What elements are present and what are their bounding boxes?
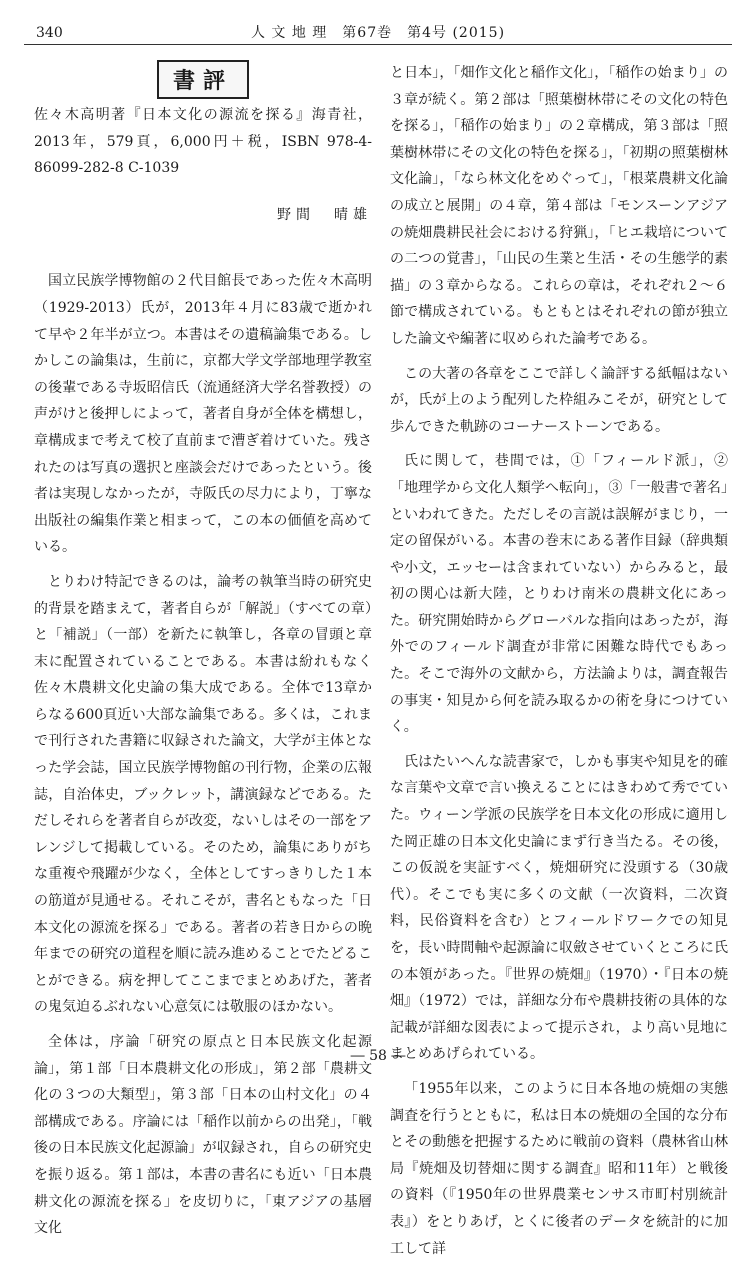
running-head <box>24 22 732 44</box>
section-heading <box>34 60 372 98</box>
paragraph: とりわけ特記できるのは，論考の執筆当時の研究史的背景を踏まえて，著者自らが「解説」（すべての章）と「補説」（一部）を新たに執筆し，各章の冒頭と章末に配置されていることである。本書は紛れもなく佐々木農耕文化史論の集大成である。全体で13章からなる600頁近い大部な論集である。多くは，これまで刊行された書籍に収録された論文，大学が主体となった学会誌，国立民族学博物館の刊行物，企業の広報誌，自治体史，ブックレット，講演録などである。ただしそれらを著者自らが改変，ないしはその一部をアレンジして掲載している。そのため，論集にありがちな重複や飛躍が少なく，全体としてすっきりした１本の筋道が見通せる。それこそが，書名ともなった「日本文化の源流を探る」である。著者の若き日からの晩年までの研究の道程を順に読み進めることでたどることができる。病を押してここまでまとめあげた，著者の鬼気迫るぶれない心意気には敬服のほかない。 <box>34 573 372 1016</box>
paragraph: この大著の各章をここで詳しく論評する紙幅はないが，氏が上のよう配列した枠組みこそが，研究として歩んできた軌跡のコーナーストーンである。 <box>390 365 728 435</box>
left-column <box>34 60 372 1242</box>
paragraph: 国立民族学博物館の２代目館長であった佐々木高明（1929-2013）氏が，2013年４月に83歳で逝かれて早や２年半が立つ。本書はその遺稿論集である。しかしこの論集は，生前に，京都大学文学部地理学教室の後輩である寺坂昭信氏（流通経済大学名誉教授）の声がけと後押しによって，著者自身が全体を構想し，章構成まで考えて校了直前まで漕ぎ着けていた。残されたのは写真の選択と座談会だけであったという。後者は実現しなかったが，寺阪氏の尽力により，丁寧な出版社の編集作業と相まって，この本の価値を高めている。 <box>34 273 372 556</box>
paragraph: 氏に関して，巷間では，①「フィールド派」，②「地理学から文化人類学へ転向」，③「一般書で著名」といわれてきた。ただしその言説は誤解がまじり，一定の留保がいる。本書の巻末にある著作目録（辞典類や小文，エッセーは含まれていない）からみると，最初の関心は新大陸，とりわけ南米の農耕文化にあった。研究開始時からグローバルな指向はあったが，海外でのフィールド調査が非常に困難な時代でもあった。そこで海外の文献から，方法論よりは，調査報告の事実・知見から何を読み取るかの術を身につけていく。 <box>390 453 728 736</box>
paragraph: 「1955年以来，このように日本各地の焼畑の実態調査を行うとともに，私は日本の焼畑の全国的な分布とその動態を把握するために戦前の資料（農林省山林局『焼畑及切替畑に関する調査』昭和11年）と戦後の資料（『1950年の世界農業センサス市町村別統計表』）をとりあげ，とくに後者のデータを統計的に加工して詳 <box>390 1080 728 1257</box>
paragraph: 全体は，序論「研究の原点と日本民族文化起源論」，第１部「日本農耕文化の形成」，第２部「農耕文化の３つの大類型」，第３部「日本の山村文化」の４部構成である。序論には「稲作以前からの出発」，「戦後の日本民族文化起源論」が収録され，自らの研究史を振り返る。第１部は，本書の書名にも近い「日本農耕文化の源流を探る」を皮切りに，「東アジアの基層文化 <box>34 1034 372 1237</box>
reviewer-name: 野間 晴雄 <box>277 206 372 223</box>
journal-title: 人 文 地 理 第67巻 第4号 (2015) <box>250 25 506 41</box>
right-column <box>390 60 728 1262</box>
book-review-label: 書評 <box>157 60 249 99</box>
page-folio: ― 58 ― <box>350 1048 406 1064</box>
header-rule <box>24 44 732 45</box>
bibliographic-entry: 佐々木高明著『日本文化の源流を探る』海青社，2013年，579頁，6,000円＋税，ISBN 978-4-86099-282-8 C-1039 <box>34 107 372 177</box>
paragraph: と日本」，「畑作文化と稲作文化」，「稲作の始まり」の３章が続く。第２部は「照葉樹林帯にその文化の特色を探る」，「稲作の始まり」の２章構成，第３部は「照葉樹林帯にその文化の特色を探る」，「初期の照葉樹林文化論」，「なら林文化をめぐって」，「根菜農耕文化論の成立と展開」の４章，第４部は「モンスーンアジアの焼畑農耕民社会における狩猟」，「ヒエ栽培についての二つの覚書」，「山民の生業と生活・その生態学的素描」の３章からなる。これらの章は，それぞれ２～６節で構成されている。もともとはそれぞれの節が独立した論文や編著に収められた論考である。 <box>390 65 728 347</box>
page-number: 340 <box>36 25 63 41</box>
paragraph: 氏はたいへんな読書家で，しかも事実や知見を的確な言葉や文章で言い換えることにはきわめて秀でていた。ウィーン学派の民族学を日本文化の形成に適用した岡正雄の日本文化史論にまず行き当たる。その後，この仮説を実証すべく，焼畑研究に没頭する（30歳代）。そこでも実に多くの文献（一次資料，二次資料，民俗資料を含む）とフィールドワークでの知見を，長い時間軸や起源論に収斂させていくところに氏の本領があった。『世界の焼畑』（1970）・『日本の焼畑』（1972）では，詳細な分布や農耕技術の具体的な記載が詳細な図表によって提示され，より高い見地にまとめあげられている。 <box>390 753 728 1063</box>
